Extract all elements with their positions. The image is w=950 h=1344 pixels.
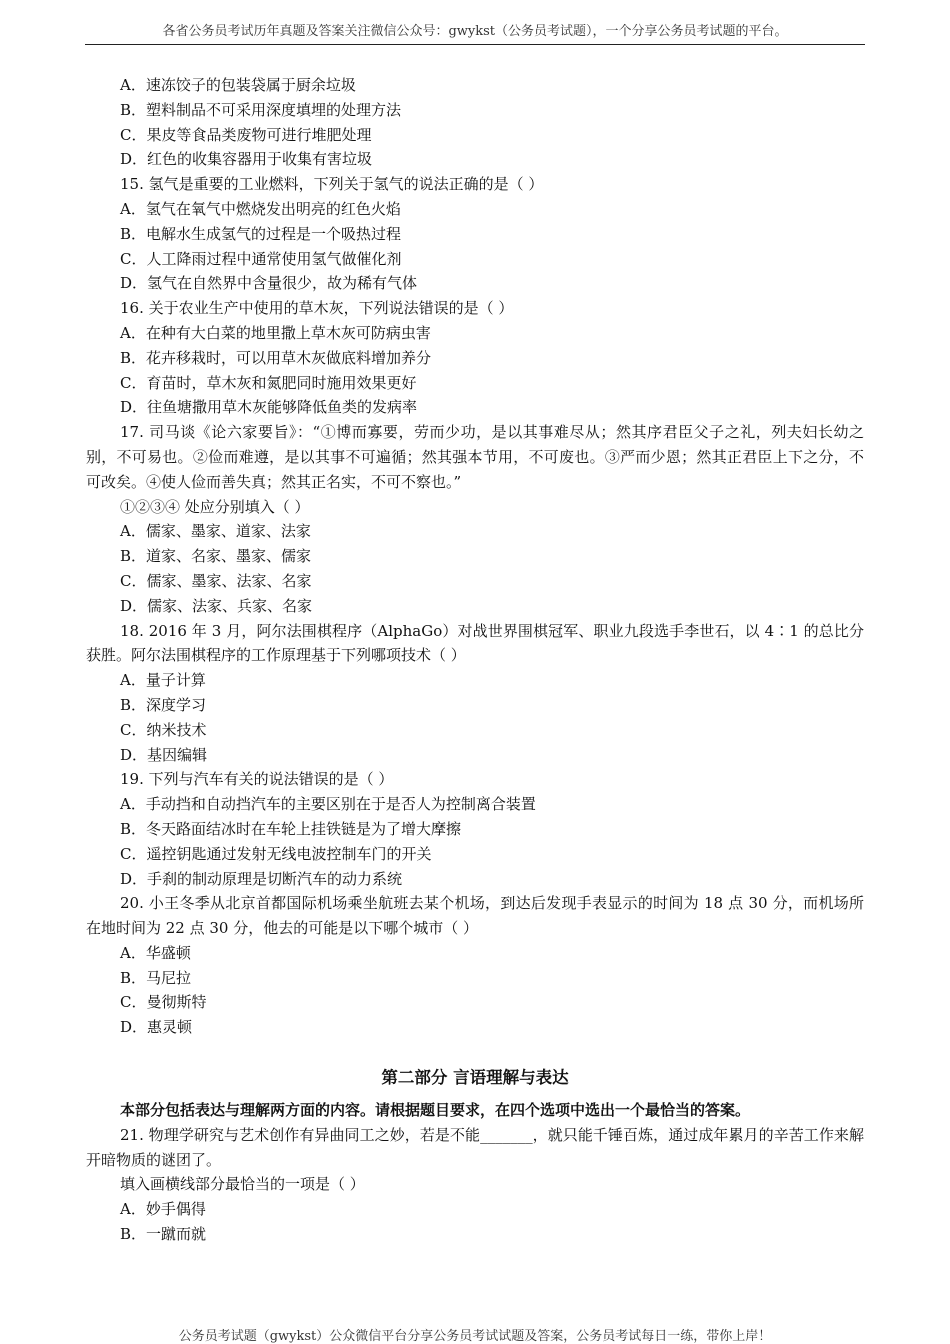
text-line: A．妙手偶得 bbox=[120, 1200, 206, 1219]
text-line: A．在种有大白菜的地里撒上草木灰可防病虫害 bbox=[120, 323, 431, 342]
text-line: C．育苗时，草木灰和氮肥同时施用效果更好 bbox=[120, 373, 417, 392]
section-instruction: 本部分包括表达与理解两方面的内容。请根据题目要求，在四个选项中选出一个最恰当的答案。 bbox=[120, 1101, 751, 1120]
text-line: B．道家、名家、墨家、儒家 bbox=[120, 547, 312, 566]
text-line: A．华盛顿 bbox=[120, 943, 191, 962]
section-title: 第二部分 言语理解与表达 bbox=[381, 1068, 569, 1088]
question-20-options bbox=[86, 941, 864, 1040]
text-line: B．花卉移栽时，可以用草木灰做底料增加养分 bbox=[120, 348, 432, 367]
text-line: B．一蹴而就 bbox=[120, 1225, 207, 1244]
text-line: C．遥控钥匙通过发射无线电波控制车门的开关 bbox=[120, 844, 432, 863]
text-line: B．塑料制品不可采用深度填埋的处理方法 bbox=[120, 100, 402, 119]
page-content bbox=[86, 73, 864, 1247]
questions-18-19-options bbox=[86, 668, 864, 891]
text-line: D．惠灵顿 bbox=[120, 1018, 193, 1037]
question-17-text: 17. 司马谈《论六家要旨》：“①博而寡要，劳而少功，是以其事难尽从；然其序君臣父子之礼，列夫妇长幼之别，不可易也。②俭而难遵，是以其事不可遍循；然其强本节用，不可废也。③严而少恩；然其正君臣上下之分，不可改矣。④使人俭而善失真；然其正名实，不可不察也。” bbox=[86, 423, 864, 491]
text-line: D．儒家、法家、兵家、名家 bbox=[120, 596, 313, 615]
question-17-options bbox=[86, 495, 864, 619]
text-line: 填入画横线部分最恰当的一项是（ ） bbox=[120, 1175, 365, 1194]
text-line: A．氢气在氧气中燃烧发出明亮的红色火焰 bbox=[120, 199, 401, 218]
text-line: C．果皮等食品类废物可进行堆肥处理 bbox=[120, 125, 372, 144]
text-line: 16. 关于农业生产中使用的草木灰，下列说法错误的是（ ） bbox=[120, 299, 514, 318]
text-line: 19. 下列与汽车有关的说法错误的是（ ） bbox=[120, 770, 394, 789]
question-18-text: 18. 2016 年 3 月，阿尔法围棋程序（AlphaGo）对战世界围棋冠军、职业九段选手李世石，以 4∶1 的总比分获胜。阿尔法围棋程序的工作原理基于下列哪项技术（ ） bbox=[86, 621, 864, 665]
page-footer: 公务员考试题（gwykst）公众微信平台分享公务员考试试题及答案，公务员考试每日一练，带你上岸！ bbox=[178, 1329, 772, 1344]
text-line: B．冬天路面结冰时在车轮上挂铁链是为了增大摩擦 bbox=[120, 819, 462, 838]
text-line: D．手刹的制动原理是切断汽车的动力系统 bbox=[120, 869, 403, 888]
text-line: C．儒家、墨家、法家、名家 bbox=[120, 571, 312, 590]
text-line: D．氢气在自然界中含量很少，故为稀有气体 bbox=[120, 274, 418, 293]
question-21-text: 21. 物理学研究与艺术创作有异曲同工之妙，若是不能_______，就只能千锤百炼，通过成年累月的辛苦工作来解开暗物质的谜团了。 bbox=[86, 1125, 864, 1169]
text-line: A．量子计算 bbox=[120, 671, 206, 690]
text-line: B．电解水生成氢气的过程是一个吸热过程 bbox=[120, 224, 402, 243]
question-21-options bbox=[86, 1172, 864, 1246]
text-line: C．曼彻斯特 bbox=[120, 993, 207, 1012]
text-line: A．儒家、墨家、道家、法家 bbox=[120, 522, 311, 541]
text-line: D．基因编辑 bbox=[120, 745, 208, 764]
question-20-text: 20. 小王冬季从北京首都国际机场乘坐航班去某个机场，到达后发现手表显示的时间为 18 点 30 分，而机场所在地时间为 22 点 30 分，他去的可能是以下哪个城市（ ） bbox=[86, 894, 864, 938]
text-line: 15. 氢气是重要的工业燃料，下列关于氢气的说法正确的是（ ） bbox=[120, 175, 544, 194]
text-line: C．纳米技术 bbox=[120, 720, 207, 739]
text-line: D．红色的收集容器用于收集有害垃圾 bbox=[120, 150, 373, 169]
page-header: 各省公务员考试历年真题及答案关注微信公众号：gwykst（公务员考试题），一个分享公务员考试题的平台。 bbox=[85, 22, 865, 45]
questions-14-16 bbox=[86, 73, 864, 420]
text-line: B．深度学习 bbox=[120, 695, 207, 714]
text-line: D．往鱼塘撒用草木灰能够降低鱼类的发病率 bbox=[120, 398, 418, 417]
text-line: B．马尼拉 bbox=[120, 968, 192, 987]
text-line: A．速冻饺子的包装袋属于厨余垃圾 bbox=[120, 76, 356, 94]
text-line: ①②③④ 处应分别填入（ ） bbox=[120, 497, 310, 516]
text-line: C．人工降雨过程中通常使用氢气做催化剂 bbox=[120, 249, 402, 268]
text-line: A．手动挡和自动挡汽车的主要区别在于是否人为控制离合装置 bbox=[120, 795, 536, 814]
